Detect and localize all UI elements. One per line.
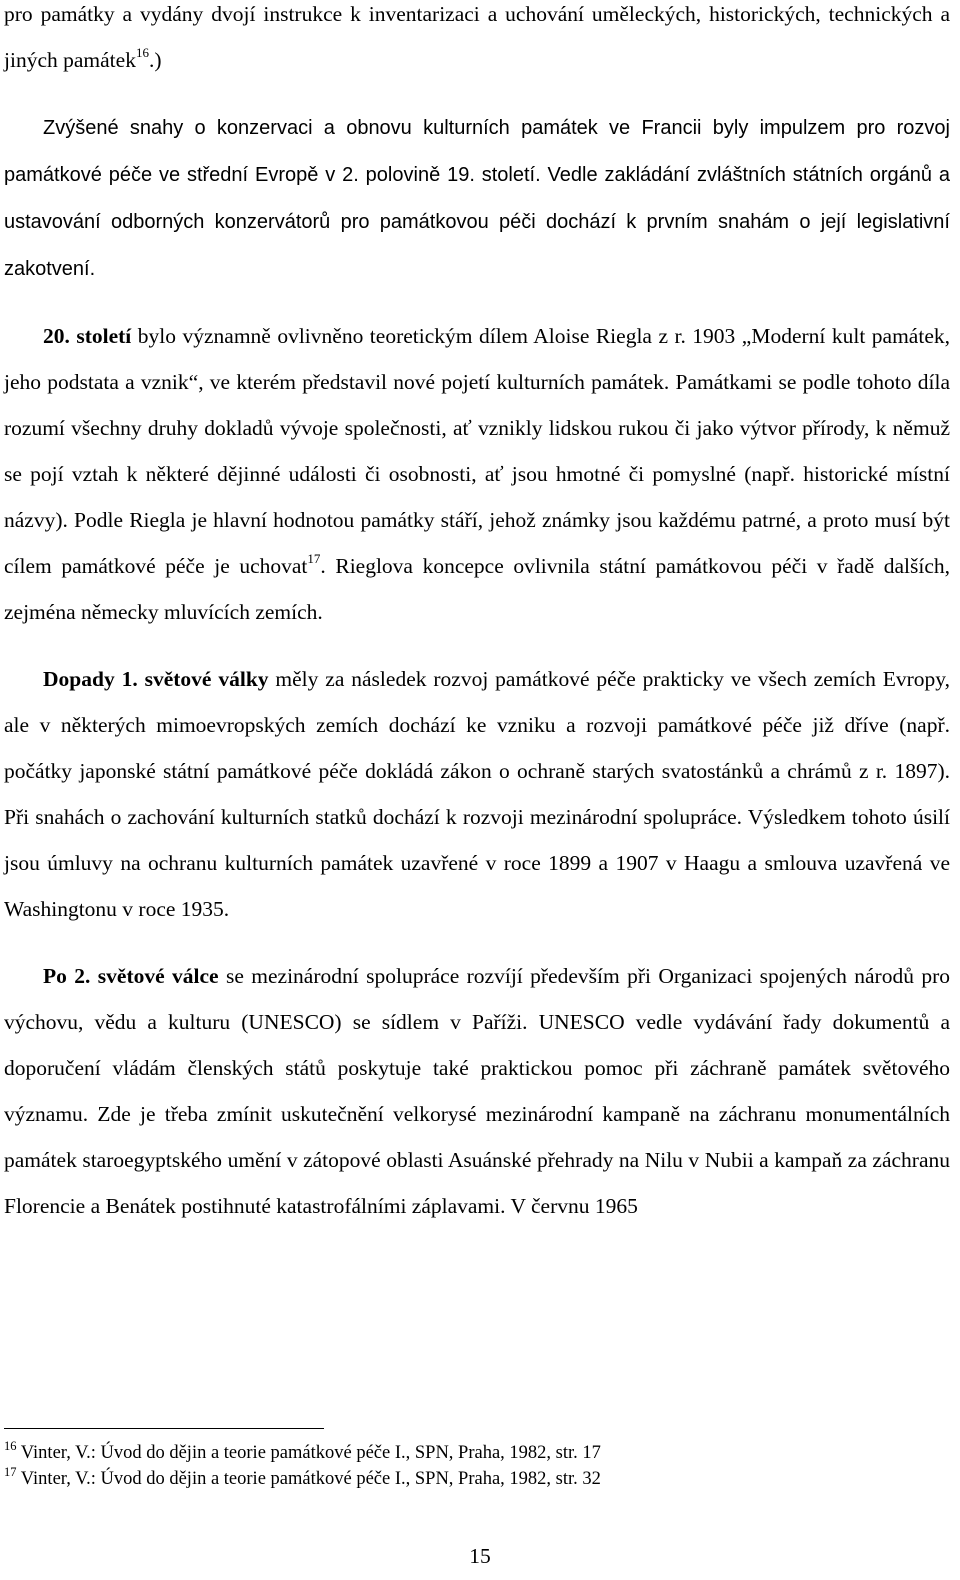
- text-run-sans: Zvýšené snahy o konzervaci a obnovu kulturních památek ve Francii byly impulzem pro rozvoj památkové péče ve střední Evropě v 2. polovině 19. století. Vedle zakládání zvláštních státních orgánů a ustavování odborných konzervátorů pro památkovou péči dochází k prvním snahám o její legislativní zakotvení.: [4, 117, 950, 280]
- paragraph-2: [4, 104, 950, 292]
- page-number: 15: [469, 1544, 491, 1568]
- footnote-text: Vinter, V.: Úvod do dějin a teorie památkové péče I., SPN, Praha, 1982, str. 17: [16, 1443, 601, 1463]
- text-run: .): [148, 48, 162, 72]
- footnote-ref-16: 16: [135, 44, 149, 60]
- footnote-separator: [4, 1428, 324, 1429]
- text-run: se mezinárodní spolupráce rozvíjí především při Organizaci spojených národů pro výchovu, vědu a kulturu (UNESCO) se sídlem v Paříži. UNESCO vedle vydávání řady dokumentů a doporučení vládám členských států poskytuje také praktickou pomoc při záchraně památek světového významu. Zde je třeba zmínit uskutečnění velkorysé mezinárodní kampaně na záchranu monumentálních památek staroegyptského umění v zátopové oblasti Asuánské přehrady na Nilu v Nubii a kampaň za záchranu Florencie a Benátek postihnuté katastrofálními záplavami. V červnu 1965: [4, 964, 950, 1218]
- body-text: [4, 0, 950, 1229]
- paragraph-4: [4, 656, 950, 932]
- footnotes: [4, 1440, 950, 1492]
- footnote-number: 16: [4, 1438, 17, 1453]
- paragraph-3: [4, 313, 950, 635]
- footnote-ref-17: 17: [307, 550, 321, 566]
- footnote-number: 17: [4, 1464, 17, 1479]
- paragraph-heading-20th-century: 20. století: [43, 324, 132, 348]
- footnote-text: Vinter, V.: Úvod do dějin a teorie památkové péče I., SPN, Praha, 1982, str. 32: [16, 1469, 601, 1489]
- footnote-16: [4, 1440, 950, 1466]
- text-run: . Rieglova koncepce ovlivnila státní památkovou péči v řadě dalších, zejména německy mluvících zemích.: [4, 554, 950, 624]
- text-run: měly za následek rozvoj památkové péče prakticky ve všech zemích Evropy, ale v některých mimoevropských zemích dochází ke vzniku a rozvoji památkové péče již dříve (např. počátky japonské státní památkové péče dokládá zákon o ochraně starých svatostánků a chrámů z r. 1897). Při snahách o zachování kulturních statků dochází k rozvoji mezinárodní spolupráce. Výsledkem tohoto úsilí jsou úmluvy na ochranu kulturních památek uzavřené v roce 1899 a 1907 v Haagu a smlouva uzavřená ve Washingtonu v roce 1935.: [4, 667, 950, 921]
- paragraph-5: [4, 953, 950, 1229]
- text-run: bylo významně ovlivněno teoretickým dílem Aloise Riegla z r. 1903 „Moderní kult památek, jeho podstata a vznik“, ve kterém představil nové pojetí kulturních památek. Památkami se podle tohoto díla rozumí všechny druhy dokladů vývoje společnosti, ať vznikly lidskou rukou či jako výtvor přírody, k němuž se pojí vztah k některé dějinné události či osobnosti, ať jsou hmotné či pomyslné (např. historické místní názvy). Podle Riegla je hlavní hodnotou památky stáří, jehož známky jsou každému patrné, a proto musí být cílem památkové péče je uchovat: [4, 324, 950, 578]
- paragraph-heading-ww2: Po 2. světové válce: [43, 964, 219, 988]
- paragraph-heading-ww1: Dopady 1. světové války: [43, 667, 269, 691]
- text-run: pro památky a vydány dvojí instrukce k inventarizaci a uchování uměleckých, historických, technických a jiných památek: [4, 2, 950, 72]
- paragraph-1: [4, 0, 950, 83]
- footnote-17: [4, 1466, 950, 1492]
